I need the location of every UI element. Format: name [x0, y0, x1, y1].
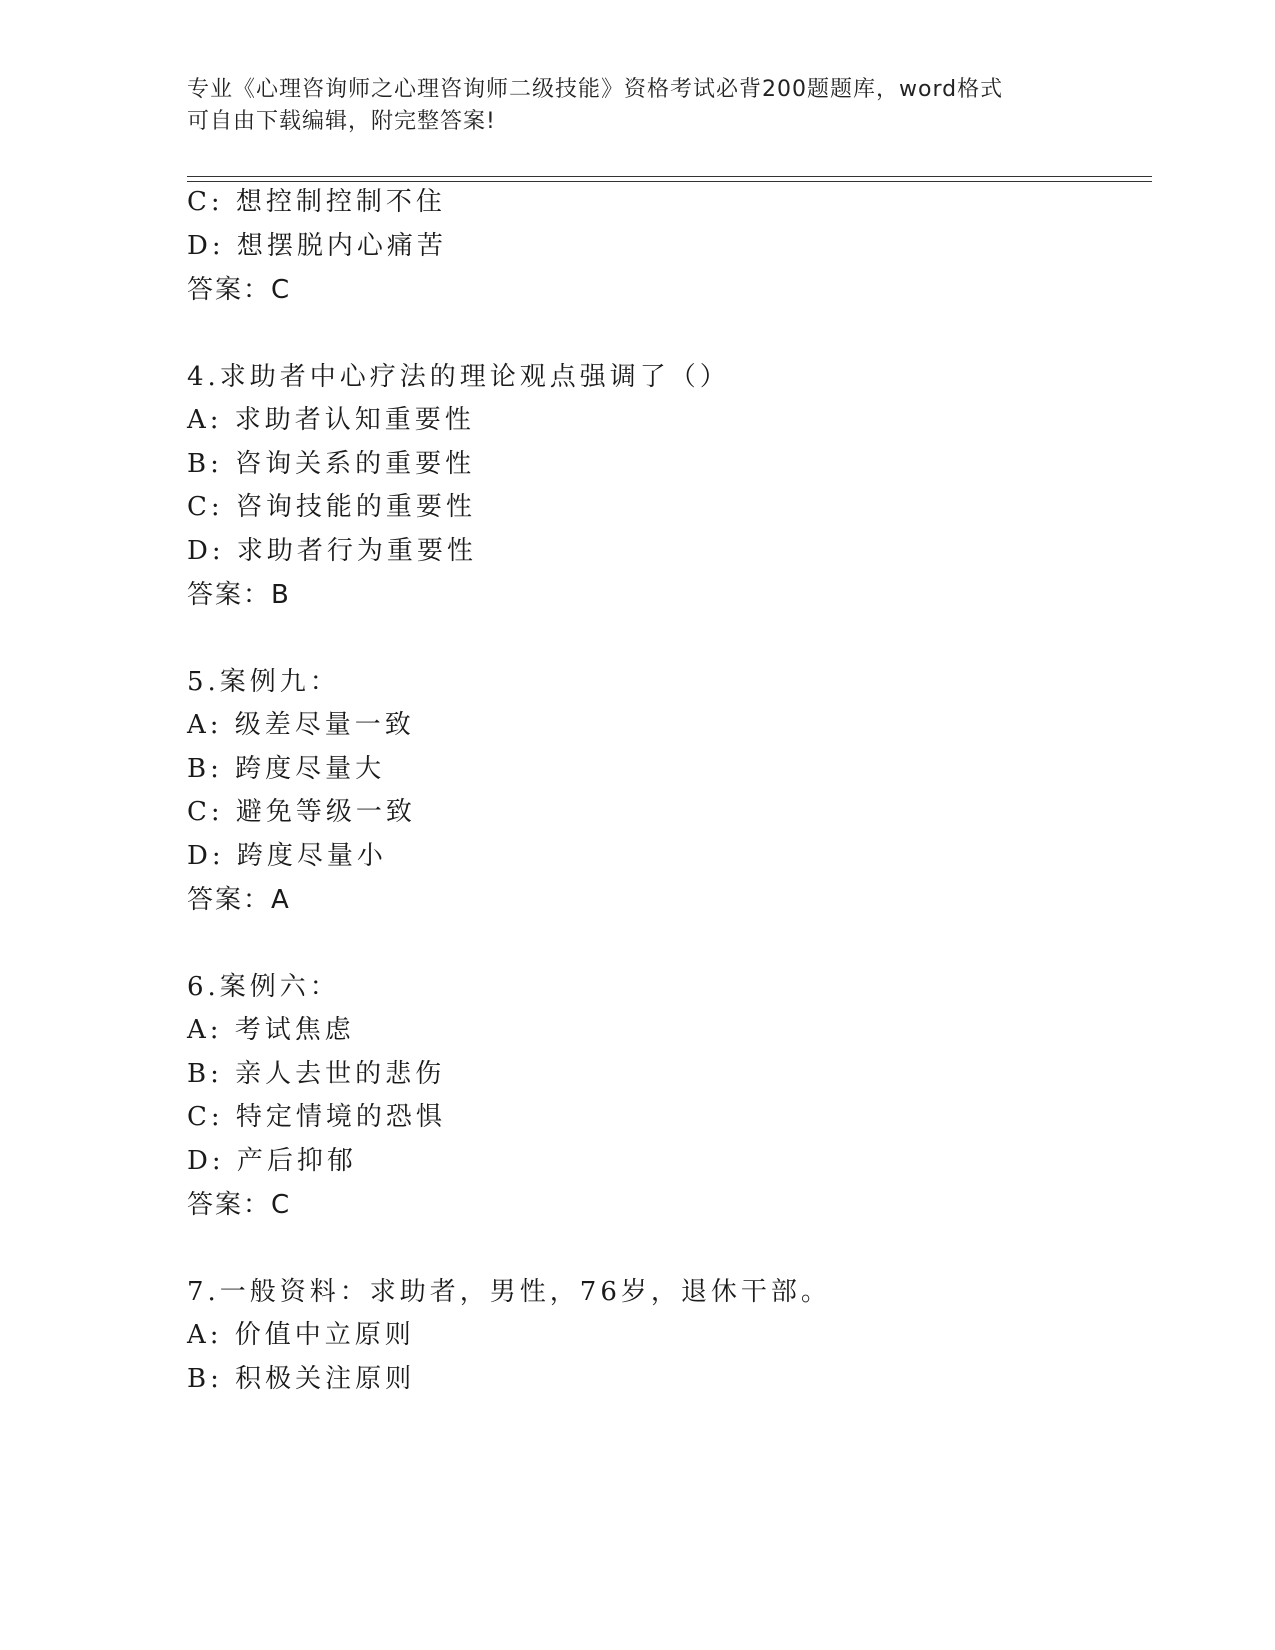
- header-rule-top: [187, 176, 1152, 177]
- q6-answer: 答案：C: [187, 1190, 292, 1220]
- document-header: [187, 74, 1087, 138]
- q5-option-b: B: 跨度尽量大: [187, 754, 386, 784]
- q6-option-c: C: 特定情境的恐惧: [187, 1102, 446, 1132]
- q7-question: 7.一般资料：求助者，男性，76岁，退休干部。: [187, 1277, 831, 1307]
- q3-option-d: D: 想摆脱内心痛苦: [187, 231, 447, 261]
- q3-answer: 答案：C: [187, 275, 292, 305]
- q5-answer: 答案：A: [187, 885, 291, 915]
- q6-question: 6.案例六：: [187, 972, 340, 1002]
- q4-option-a: A: 求助者认知重要性: [187, 405, 475, 435]
- q4-option-d: D: 求助者行为重要性: [187, 536, 477, 566]
- q6-option-b: B: 亲人去世的悲伤: [187, 1059, 446, 1089]
- q4-option-c: C: 咨询技能的重要性: [187, 492, 476, 522]
- q7-option-b: B: 积极关注原则: [187, 1364, 416, 1394]
- header-rule-bottom: [187, 181, 1152, 182]
- q7-option-a: A: 价值中立原则: [187, 1320, 415, 1350]
- q6-option-d: D: 产后抑郁: [187, 1146, 357, 1176]
- q5-option-a: A: 级差尽量一致: [187, 710, 415, 740]
- header-title-line-2: 可自由下载编辑，附完整答案!: [187, 109, 496, 134]
- q4-question: 4.求助者中心疗法的理论观点强调了（）: [187, 362, 730, 392]
- q5-option-c: C: 避免等级一致: [187, 797, 416, 827]
- q4-answer: 答案：B: [187, 580, 291, 610]
- q3-option-c: C: 想控制控制不住: [187, 187, 446, 217]
- q4-option-b: B: 咨询关系的重要性: [187, 449, 476, 479]
- q5-option-d: D: 跨度尽量小: [187, 841, 387, 871]
- header-title-line-1: 专业《心理咨询师之心理咨询师二级技能》资格考试必背200题题库，word格式: [187, 77, 1004, 102]
- q5-question: 5.案例九：: [187, 667, 340, 697]
- q6-option-a: A: 考试焦虑: [187, 1015, 355, 1045]
